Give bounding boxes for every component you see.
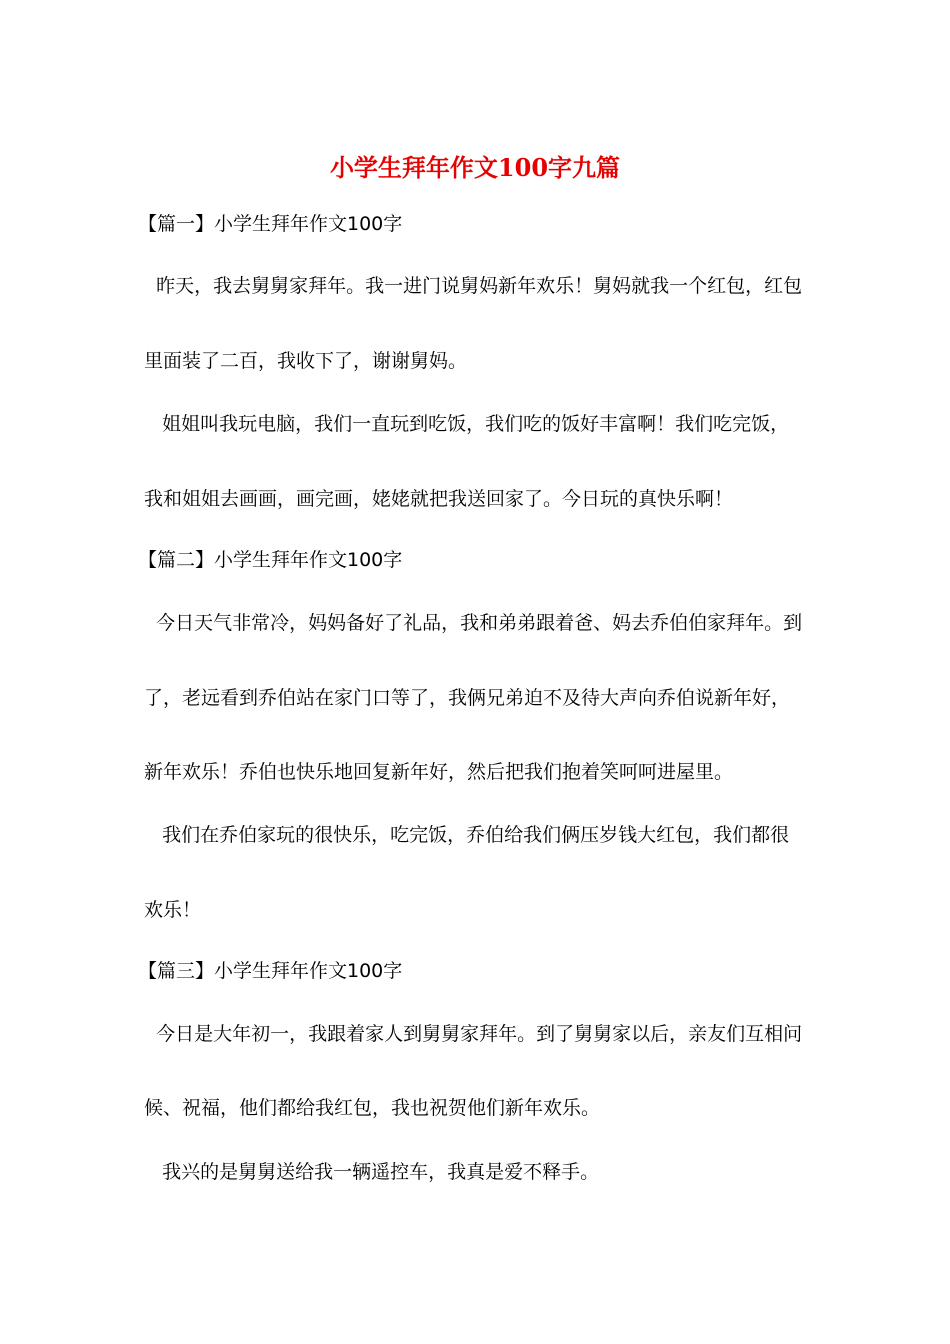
- paragraph-line: 候、祝福，他们都给我红包，我也祝贺他们新年欢乐。: [144, 1097, 601, 1119]
- paragraph-line: 今日天气非常冷，妈妈备好了礼品，我和弟弟跟着爸、妈去乔伯伯家拜年。到: [144, 612, 803, 634]
- paragraph-line: 我兴的是舅舅送给我一辆遥控车，我真是爱不释手。: [144, 1161, 600, 1183]
- section-heading-2: 【篇二】小学生拜年作文100字: [138, 549, 403, 571]
- paragraph-line: 我和姐姐去画画，画完画，姥姥就把我送回家了。今日玩的真快乐啊！: [144, 488, 734, 510]
- section-heading-3: 【篇三】小学生拜年作文100字: [138, 960, 403, 982]
- paragraph-line: 欢乐！: [144, 899, 202, 921]
- paragraph-line: 里面装了二百，我收下了，谢谢舅妈。: [144, 350, 468, 372]
- paragraph-line: 了，老远看到乔伯站在家门口等了，我俩兄弟迫不及待大声向乔伯说新年好，: [144, 687, 791, 709]
- paragraph-line: 昨天，我去舅舅家拜年。我一进门说舅妈新年欢乐！舅妈就我一个红包，红包: [144, 275, 803, 297]
- page-title: 小学生拜年作文100字九篇: [329, 153, 621, 182]
- section-heading-1: 【篇一】小学生拜年作文100字: [138, 213, 403, 235]
- paragraph-line: 新年欢乐！乔伯也快乐地回复新年好，然后把我们抱着笑呵呵进屋里。: [144, 761, 734, 783]
- paragraph-line: 我们在乔伯家玩的很快乐，吃完饭，乔伯给我们俩压岁钱大红包，我们都很: [144, 824, 790, 846]
- paragraph-line: 姐姐叫我玩电脑，我们一直玩到吃饭，我们吃的饭好丰富啊！我们吃完饭，: [144, 413, 790, 435]
- paragraph-line: 今日是大年初一，我跟着家人到舅舅家拜年。到了舅舅家以后，亲友们互相问: [144, 1023, 803, 1045]
